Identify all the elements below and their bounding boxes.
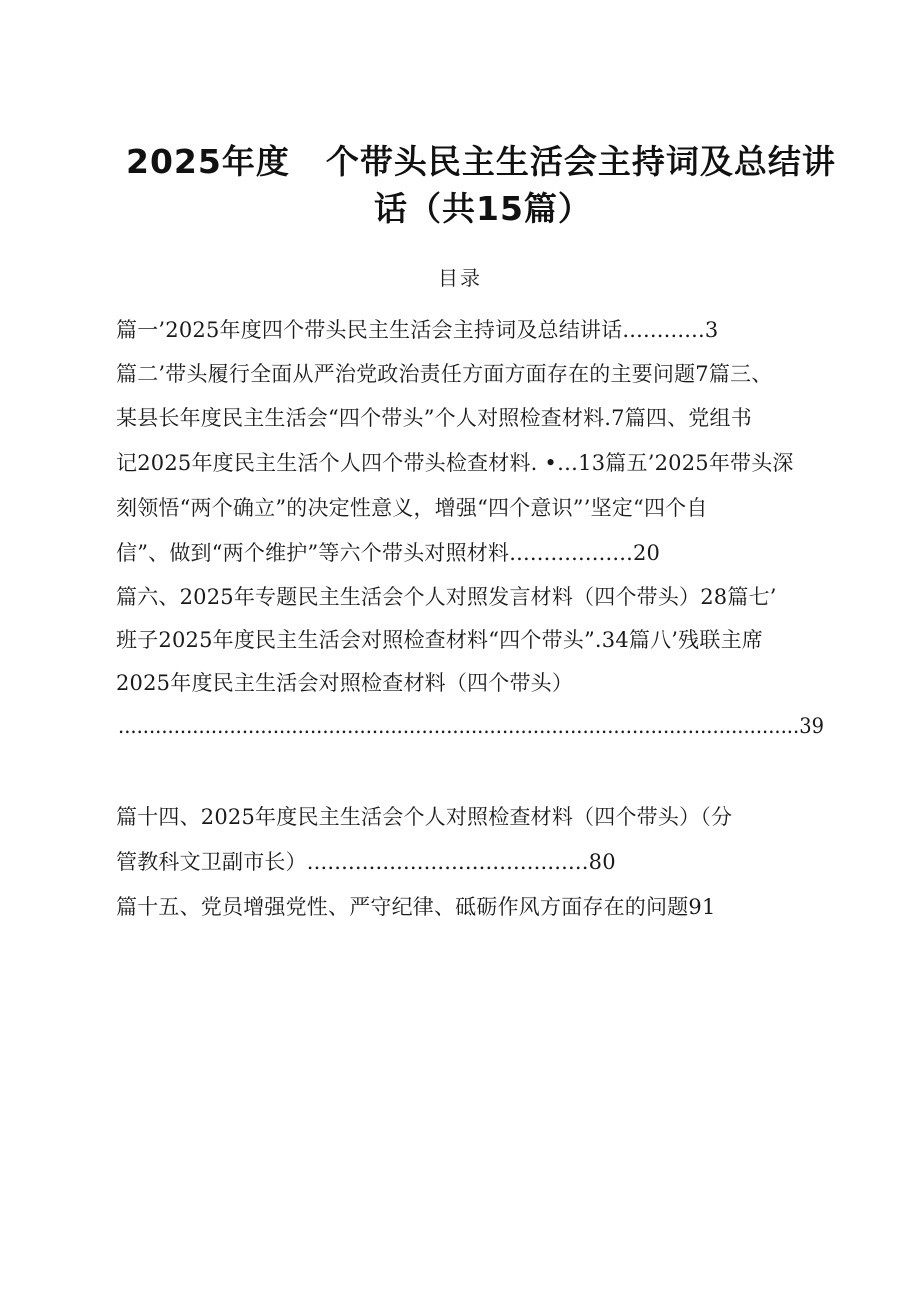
toc-line-4: 记2025年度民主生活个人四个带头检查材料. •…13篇五’2025年带头深 (116, 451, 794, 475)
toc-line-8: 班子2025年度民主生活会对照检查材料“四个带头”.34篇八’残联主席 (116, 628, 763, 652)
toc-line-12: 管教科文卫副市长）.........................................80 (116, 850, 616, 874)
toc-line-13: 篇十五、党员增强党性、严守纪律、砥砺作风方面存在的问题91 (116, 895, 716, 919)
toc-heading: 目录 (438, 266, 482, 290)
toc-line-3: 某县长年度民主生活会“四个带头”个人对照检查材料.7篇四、党组书 (116, 406, 752, 430)
toc-line-2: 篇二’带头履行全面从严治党政治责任方面方面存在的主要问题7篇三、 (116, 362, 773, 386)
title-main: 个带头民主生活会主持词及总结讲 (325, 142, 836, 181)
toc-line-11: 篇十四、2025年度民主生活会个人对照检查材料（四个带头）（分 (116, 805, 733, 829)
toc-line-5: 刻领悟“两个确立”的决定性意义，增强“四个意识”’坚定“四个自 (116, 496, 708, 520)
toc-line-6: 信”、做到“两个维护”等六个带头对照材料..................20 (116, 541, 661, 565)
document-title-line-2: 话（共15篇） (374, 189, 592, 228)
document-title-line-1 (126, 136, 846, 183)
toc-line-10-dots: ..............................................................................................................39 (118, 714, 824, 738)
toc-line-7: 篇六、2025年专题民主生活会个人对照发言材料（四个带头）28篇七’ (116, 585, 777, 609)
title-year: 2025年度 (126, 142, 290, 181)
toc-line-9: 2025年度民主生活会对照检查材料（四个带头） (116, 671, 574, 695)
toc-line-1: 篇一’2025年度四个带头民主生活会主持词及总结讲话............3 (116, 318, 719, 342)
